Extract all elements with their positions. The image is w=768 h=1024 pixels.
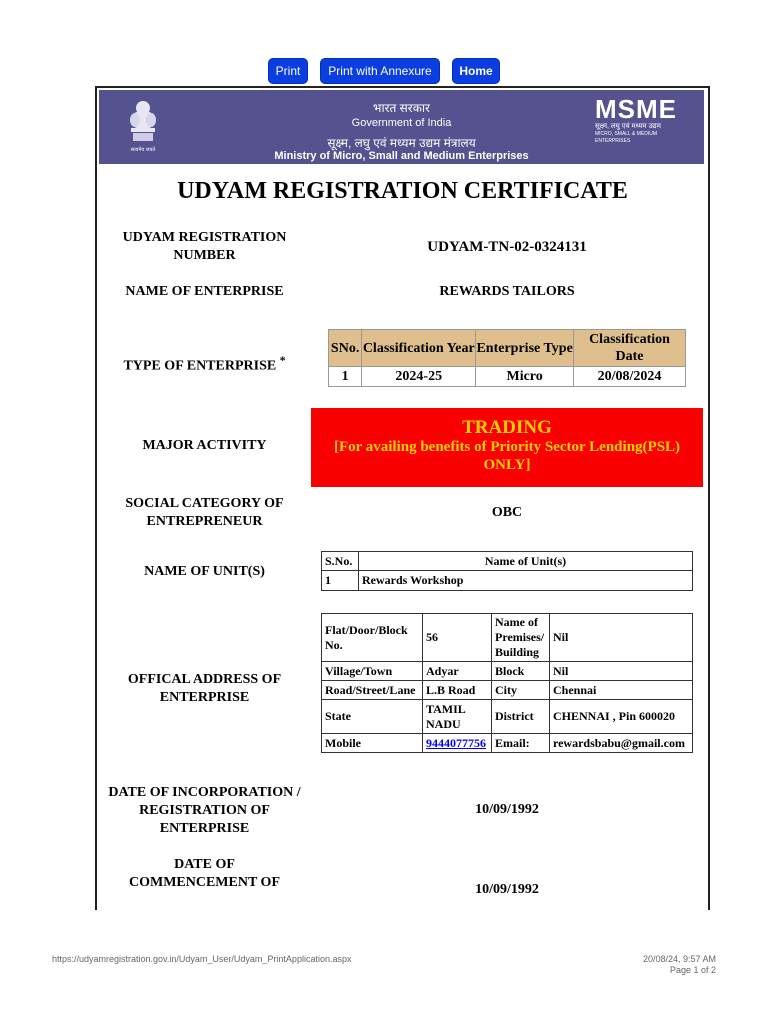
registration-number: UDYAM-TN-02-0324131 <box>427 239 587 255</box>
psl-note: [For availing benefits of Priority Sector Lending(PSL) ONLY] <box>333 439 681 473</box>
header-sno: SNo. <box>329 330 362 367</box>
incorporation-date-label: DATE OF INCORPORATION / REGISTRATION OF ENTERPRISE <box>108 785 301 836</box>
cell-enterprise-type: Micro <box>476 367 574 387</box>
state-value: TAMIL NADU <box>423 700 492 734</box>
home-button[interactable]: Home <box>452 58 500 84</box>
print-datetime: 20/08/24, 9:57 AM <box>642 954 716 964</box>
city-value: Chennai <box>550 681 693 700</box>
table-row <box>322 614 693 662</box>
email-label: Email: <box>492 734 550 753</box>
cell-classification-date: 20/08/2024 <box>574 367 686 387</box>
commencement-date: 10/09/1992 <box>475 882 539 897</box>
premises-value: Nil <box>550 614 693 662</box>
state-label: State <box>322 700 423 734</box>
commencement-date-label: DATE OF COMMENCEMENT OF <box>128 857 280 890</box>
msme-hindi-text: सूक्ष्म, लघु एवं मध्यम उद्यम <box>595 123 661 130</box>
header-enterprise-type: Enterprise Type <box>476 330 574 367</box>
major-activity-label: MAJOR ACTIVITY <box>142 438 267 453</box>
flat-label: Flat/Door/Block No. <box>322 614 423 662</box>
address-label: OFFICAL ADDRESS OF ENTERPRISE <box>127 672 282 705</box>
social-category: OBC <box>491 505 523 520</box>
government-text: Government of India <box>351 117 452 129</box>
ministry-text: Ministry of Micro, Small and Medium Enterprises <box>274 150 529 162</box>
city-label: City <box>492 681 550 700</box>
table-row <box>329 367 686 387</box>
asterisk: * <box>279 354 286 367</box>
units-header-sno: S.No. <box>322 552 359 571</box>
enterprise-type-label <box>97 352 312 376</box>
table-row <box>322 662 693 681</box>
social-category-label: SOCIAL CATEGORY OF ENTREPRENEUR <box>125 496 284 529</box>
table-row <box>322 571 693 591</box>
flat-value: 56 <box>423 614 492 662</box>
emblem-caption: सत्यमेव जयते <box>130 147 156 153</box>
district-label: District <box>492 700 550 734</box>
header-classification-date: Classification Date <box>574 330 686 367</box>
classification-table <box>328 329 686 387</box>
major-activity-box <box>311 408 703 487</box>
table-row <box>322 681 693 700</box>
msme-subtitle: MICRO, SMALL & MEDIUM ENTERPRISES <box>595 131 658 144</box>
units-header-row <box>322 552 693 571</box>
registration-number-label: UDYAM REGISTRATION NUMBER <box>122 230 287 263</box>
cell-sno: 1 <box>329 367 362 387</box>
address-table <box>321 613 693 753</box>
classification-header-row <box>329 330 686 367</box>
village-label: Village/Town <box>322 662 423 681</box>
print-with-annexure-button[interactable]: Print with Annexure <box>320 58 440 84</box>
village-value: Adyar <box>423 662 492 681</box>
email-value: rewardsbabu@gmail.com <box>550 734 693 753</box>
mobile-label: Mobile <box>322 734 423 753</box>
certificate <box>95 86 710 910</box>
certificate-title: UDYAM REGISTRATION CERTIFICATE <box>177 178 628 204</box>
print-button[interactable]: Print <box>268 58 308 84</box>
cell-classification-year: 2024-25 <box>362 367 476 387</box>
units-cell-sno: 1 <box>322 571 359 591</box>
road-value: L.B Road <box>423 681 492 700</box>
units-header-name: Name of Unit(s) <box>359 552 693 571</box>
mobile-cell <box>423 734 492 753</box>
msme-logo <box>595 94 691 144</box>
enterprise-type-label-text: TYPE OF ENTERPRISE <box>123 358 277 374</box>
road-label: Road/Street/Lane <box>322 681 423 700</box>
table-row <box>322 700 693 734</box>
msme-logo-text: MSME <box>595 94 677 124</box>
block-value: Nil <box>550 662 693 681</box>
page-url: https://udyamregistration.gov.in/Udyam_User/Udyam_PrintApplication.aspx <box>52 954 352 964</box>
header-classification-year: Classification Year <box>362 330 476 367</box>
premises-label: Name of Premises/ Building <box>492 614 550 662</box>
page-number: Page 1 of 2 <box>669 965 716 975</box>
incorporation-date: 10/09/1992 <box>475 802 539 817</box>
hindi-ministry-text: सूक्ष्म, लघु एवं मध्यम उद्यम मंत्रालय <box>327 136 476 150</box>
enterprise-name: REWARDS TAILORS <box>439 284 575 299</box>
government-banner <box>99 90 704 164</box>
district-value: CHENNAI , Pin 600020 <box>550 700 693 734</box>
hindi-government-text: भारत सरकार <box>373 101 430 115</box>
major-activity: TRADING <box>462 417 552 438</box>
mobile-link[interactable]: 9444077756 <box>426 735 486 750</box>
units-cell-name: Rewards Workshop <box>359 571 693 591</box>
block-label: Block <box>492 662 550 681</box>
units-table <box>321 551 693 591</box>
units-label: NAME OF UNIT(S) <box>144 564 265 579</box>
enterprise-name-label: NAME OF ENTERPRISE <box>125 284 284 299</box>
table-row <box>322 734 693 753</box>
